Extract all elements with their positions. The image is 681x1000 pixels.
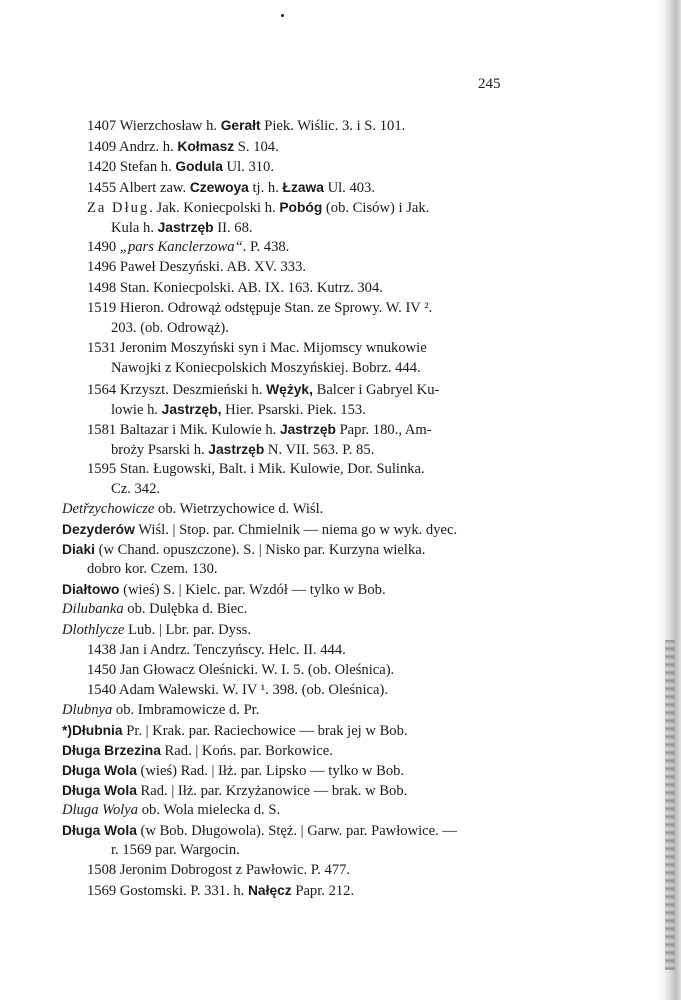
text-run: Nawojki z Koniecpolskich Moszyńskiej. Bobrz. 444.	[111, 360, 421, 376]
bold-term: Długa Wola	[62, 783, 137, 798]
text-line	[87, 116, 405, 136]
text-run: (ob. Cisów) i Jak.	[322, 200, 430, 216]
italic-term: „pars Kanclerzowa“	[119, 239, 243, 255]
text-run: r. 1569 par. Wargocin.	[111, 842, 240, 858]
text-run: Rad. | Końs. par. Borkowice.	[160, 743, 333, 759]
text-line	[87, 861, 350, 880]
bold-term: Długa Wola	[62, 763, 137, 778]
text-run: lowie h.	[111, 402, 162, 418]
italic-term: Detřzychowicze	[62, 501, 155, 517]
text-run: N. VII. 563. P. 85.	[264, 442, 375, 458]
bold-term: Godula	[175, 159, 223, 174]
text-line	[111, 841, 240, 860]
text-line	[62, 540, 425, 560]
text-run: Papr. 212.	[291, 883, 355, 899]
text-line	[111, 480, 160, 499]
text-line	[87, 641, 346, 660]
text-run: Ul. 403.	[323, 180, 375, 196]
text-run: (wieś) S. | Kielc. par. Wzdół — tylko w Bob.	[119, 582, 386, 598]
text-line	[87, 178, 375, 198]
text-line	[111, 400, 366, 420]
bold-term: Czewoya	[189, 180, 249, 195]
text-line	[87, 460, 425, 479]
text-line	[87, 661, 394, 680]
text-run: Rad. | Iłż. par. Krzyżanowice — brak. w Bob.	[136, 783, 408, 799]
text-line	[87, 198, 429, 218]
text-run: 1498 Stan. Koniecpolski. AB. IX. 163. Kutrz. 304.	[87, 280, 383, 296]
bold-term: Wężyk,	[266, 382, 313, 397]
text-run: (wieś) Rad. | Iłż. par. Lipsko — tylko w Bob.	[136, 763, 405, 779]
text-run: ob. Dulębka d. Biec.	[123, 601, 248, 617]
bold-term: Długa Brzezina	[62, 743, 161, 758]
bold-term: Jastrzęb	[279, 422, 336, 437]
page-edge-texture	[665, 640, 675, 970]
text-line	[62, 821, 457, 841]
text-line	[87, 420, 432, 440]
text-run: 1496 Paweł Deszyński. AB. XV. 333.	[87, 259, 307, 275]
text-line	[111, 359, 421, 378]
text-line	[87, 881, 354, 901]
text-run: Pr. | Krak. par. Raciechowice — brak jej w Bob.	[122, 723, 408, 739]
text-line	[87, 157, 274, 177]
text-run: ob. Imbramowicze d. Pr.	[112, 702, 260, 718]
print-speck	[281, 14, 284, 17]
text-run: 203. (ob. Odrowąż).	[111, 320, 229, 336]
italic-term: Dlubnya	[62, 702, 113, 718]
text-line	[87, 339, 427, 358]
bold-term: Jastrzęb,	[161, 402, 222, 417]
text-run: 1450 Jan Głowacz Oleśnicki. W. I. 5. (ob. Oleśnica).	[87, 662, 395, 678]
text-run: . P. 438.	[242, 239, 290, 255]
text-run: 1438 Jan i Andrz. Tenczyńscy. Helc. II. 444.	[87, 642, 346, 658]
bold-term: Pobóg	[279, 200, 323, 215]
text-run: ob. Wola mielecka d. S.	[138, 802, 281, 818]
text-run: Hier. Psarski. Piek. 153.	[221, 402, 366, 418]
bold-term: Diaki	[62, 542, 95, 557]
bold-term: Jastrzęb	[157, 220, 214, 235]
text-line	[62, 801, 280, 820]
text-line	[62, 600, 247, 619]
text-run: 1564 Krzyszt. Deszmieński h.	[87, 382, 267, 398]
text-run: (w Chand. opuszczone). S. | Nisko par. Kurzyna wielka.	[94, 542, 426, 558]
page-number: 245	[478, 76, 501, 92]
text-line	[87, 238, 289, 257]
text-line	[87, 681, 388, 700]
bold-term: Kołmasz	[177, 139, 235, 154]
text-run: tj. h.	[248, 180, 283, 196]
text-line	[62, 741, 333, 761]
bold-term: Jastrzęb	[208, 442, 265, 457]
bold-term: Łzawa	[282, 180, 324, 195]
bold-term: *)Dłubnia	[62, 723, 123, 738]
text-run: broży Psarski h.	[111, 442, 209, 458]
bold-term: Diałtowo	[62, 582, 120, 597]
text-run: II. 68.	[213, 220, 253, 236]
italic-term: Dlothlycze	[62, 622, 125, 638]
text-run: 1540 Adam Walewski. W. IV ¹. 398. (ob. Oleśnica).	[87, 682, 388, 698]
text-run: S. 104.	[234, 139, 279, 155]
text-line	[62, 500, 323, 519]
text-line	[87, 560, 218, 579]
italic-term: Dilubanka	[62, 601, 124, 617]
text-line	[87, 380, 439, 400]
text-run: Ul. 310.	[222, 159, 274, 175]
bold-term: Gerałt	[220, 118, 261, 133]
text-line	[111, 218, 253, 238]
text-run: dobro kor. Czem. 130.	[87, 561, 218, 577]
text-run: 1508 Jeronim Dobrogost z Pawłowic. P. 477.	[87, 862, 351, 878]
text-line	[62, 781, 407, 801]
bold-term: Długa Wola	[62, 823, 137, 838]
text-line	[62, 621, 251, 640]
text-line	[87, 279, 383, 298]
text-line	[87, 137, 279, 157]
text-run: 1420 Stefan h.	[87, 159, 176, 175]
text-line	[87, 258, 306, 277]
italic-term: Dluga Wolya	[62, 802, 139, 818]
text-run: 1581 Baltazar i Mik. Kulowie h.	[87, 422, 280, 438]
bold-term: Nałęcz	[247, 883, 292, 898]
text-run: 1409 Andrz. h.	[87, 139, 178, 155]
text-run: . Jak. Koniecpolski h.	[149, 200, 280, 216]
text-run: 1490	[87, 239, 120, 255]
text-run: 1455 Albert zaw.	[87, 180, 190, 196]
text-run: Lub. | Lbr. par. Dyss.	[124, 622, 251, 638]
text-run: 1531 Jeronim Moszyński syn i Mac. Mijomscy wnukowie	[87, 340, 427, 356]
text-run: Za Dług	[87, 200, 150, 216]
text-run: 1595 Stan. Ługowski, Balt. i Mik. Kulowie, Dor. Sulinka.	[87, 461, 425, 477]
text-line	[111, 319, 229, 338]
text-line	[62, 580, 386, 600]
text-run: ob. Wietrzychowice d. Wiśl.	[154, 501, 324, 517]
bold-term: Dezyderów	[62, 522, 135, 537]
text-run: Cz. 342.	[111, 481, 161, 497]
text-line	[62, 761, 404, 781]
text-run: Papr. 180., Am-	[335, 422, 432, 438]
text-run: 1519 Hieron. Odrowąż odstępuje Stan. ze Sprowy. W. IV ².	[87, 300, 433, 316]
text-line	[111, 440, 374, 460]
text-line	[62, 721, 408, 741]
text-run: Balcer i Gabryel Ku-	[312, 382, 440, 398]
text-run: Piek. Wiślic. 3. i S. 101.	[260, 118, 406, 134]
text-line	[87, 299, 432, 318]
text-run: Wiśl. | Stop. par. Chmielnik — niema go w wyk. dyec.	[134, 522, 458, 538]
text-run: 1569 Gostomski. P. 331. h.	[87, 883, 248, 899]
text-run: (w Bob. Długowola). Stęż. | Garw. par. Pawłowice. —	[136, 823, 458, 839]
text-run: 1407 Wierzchosław h.	[87, 118, 221, 134]
text-run: Kula h.	[111, 220, 158, 236]
text-line	[62, 520, 457, 540]
text-line	[62, 701, 259, 720]
